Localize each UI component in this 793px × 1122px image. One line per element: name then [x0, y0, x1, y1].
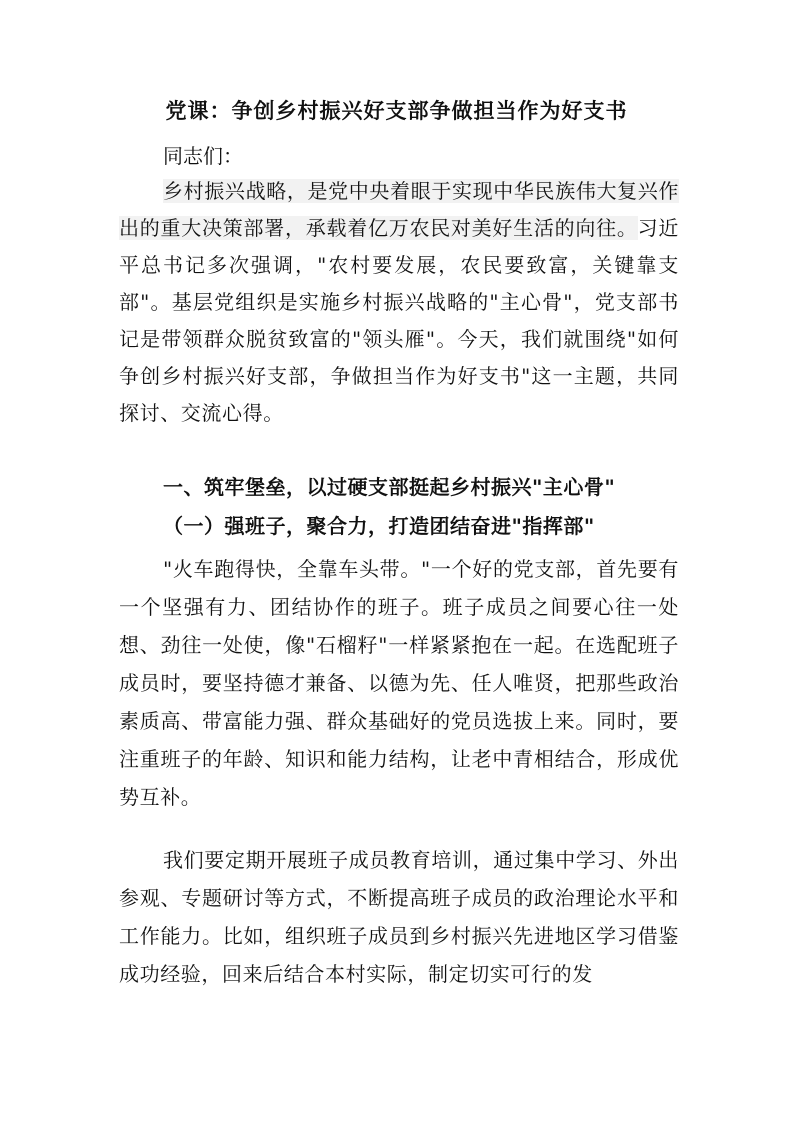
salutation: 同志们： [163, 144, 243, 168]
paragraph-intro-rest: 习近平总书记多次强调，"农村要发展，农民要致富，关键靠支部"。基层党组织是实施乡村振兴战略的"主心骨"，党支部书记是带领群众脱贫致富的"领头雁"。今天，我们就围绕"如何争创乡村振兴好支部，争做担当作为好支书"这一主题，共同探讨、交流心得。 [119, 216, 680, 425]
section-heading-1: 一、筑牢堡垒，以过硬支部挺起乡村振兴"主心骨" [163, 475, 616, 499]
paragraph-training: 我们要定期开展班子成员教育培训，通过集中学习、外出参观、专题研讨等方式，不断提高班子成员的政治理论水平和工作能力。比如，组织班子成员到乡村振兴先进地区学习借鉴成功经验，回来后结合本村实际，制定切实可行的发 [119, 848, 679, 986]
document-title: 党课：争创乡村振兴好支部争做担当作为好支书 [165, 98, 628, 123]
highlighted-sentence: 乡村振兴战略，是党中央着眼于实现中华民族伟大复兴作出的重大决策部署，承载着亿万农民对美好生活的向往。 [119, 179, 679, 240]
paragraph-intro [119, 173, 679, 432]
subsection-heading-1: （一）强班子，聚合力，打造团结奋进"指挥部" [163, 514, 595, 538]
paragraph-team: "火车跑得快，全靠车头带。"一个好的党支部，首先要有一个坚强有力、团结协作的班子。班子成员之间要心往一处想、劲往一处使，像"石榴籽"一样紧紧抱在一起。在选配班子成员时，要坚持德才兼备、以德为先、任人唯贤，把那些政治素质高、带富能力强、群众基础好的党员选拔上来。同时，要注重班子的年龄、知识和能力结构，让老中青相结合，形成优势互补。 [119, 557, 679, 809]
